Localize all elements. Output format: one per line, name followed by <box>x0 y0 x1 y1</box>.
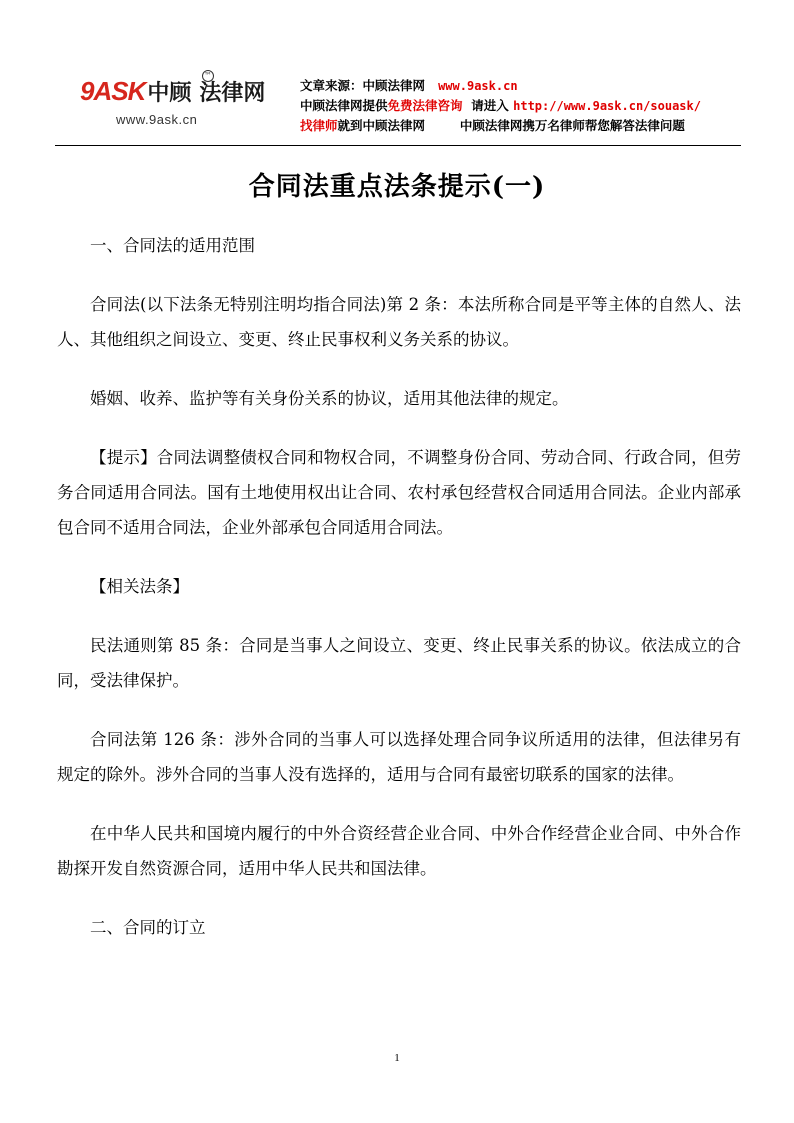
source-label: 文章来源：中顾法律网 <box>300 78 426 93</box>
free-consult-link[interactable]: 免费法律咨询 <box>387 98 463 113</box>
section-heading: 二、合同的订立 <box>90 918 206 937</box>
body-paragraph: 合同法第 126 条：涉外合同的当事人可以选择处理合同争议所适用的法律，但法律另有规定的除外。涉外合同的当事人没有选择的，适用与合同有最密切联系的国家的法律。 <box>57 730 741 784</box>
document-body <box>57 228 741 969</box>
header-line-consult <box>300 96 701 116</box>
logo-zhonggu: 中顾 <box>147 81 192 106</box>
souask-link[interactable]: http://www.9ask.cn/souask/ <box>513 99 701 113</box>
lawyer-slogan: 中顾法律网携万名律师帮您解答法律问题 <box>459 118 685 133</box>
logo-9ask: 9ASK <box>80 76 146 106</box>
site-logo[interactable] <box>80 71 280 136</box>
section-heading: 一、合同法的适用范围 <box>90 236 255 255</box>
header-divider <box>55 145 741 146</box>
logo-url: www.9ask.cn <box>116 112 198 127</box>
related-heading: 【相关法条】 <box>90 577 189 596</box>
body-paragraph: 在中华人民共和国境内履行的中外合资经营企业合同、中外合作经营企业合同、中外合作勘探开发自然资源合同，适用中华人民共和国法律。 <box>57 824 741 878</box>
body-paragraph: 婚姻、收养、监护等有关身份关系的协议，适用其他法律的规定。 <box>90 389 569 408</box>
page-header <box>62 66 742 136</box>
logo-falv: 法律网 <box>199 81 266 106</box>
find-lawyer-link[interactable]: 找律师 <box>300 118 338 133</box>
body-paragraph: 合同法(以下法条无特别注明均指合同法)第 2 条：本法所称合同是平等主体的自然人、法人、其他组织之间设立、变更、终止民事权利义务关系的协议。 <box>57 295 741 349</box>
source-link[interactable]: www.9ask.cn <box>438 79 518 93</box>
document-title: 合同法重点法条提示(一) <box>248 172 546 202</box>
body-paragraph: 民法通则第 85 条：合同是当事人之间设立、变更、终止民事关系的协议。依法成立的合同，受法律保护。 <box>57 636 741 690</box>
trademark-icon: ™ <box>204 71 212 80</box>
tip-paragraph: 【提示】合同法调整债权合同和物权合同，不调整身份合同、劳动合同、行政合同，但劳务合同适用合同法。国有土地使用权出让合同、农村承包经营权合同适用合同法。企业内部承包合同不适用合同法，企业外部承包合同适用合同法。 <box>57 448 741 537</box>
header-line-lawyer <box>300 116 701 135</box>
logo-wordmark <box>80 76 265 110</box>
consult-prefix: 中顾法律网提供 <box>300 98 388 113</box>
consult-mid: 请进入 <box>471 98 509 113</box>
page-number: 1 <box>394 1052 400 1064</box>
header-info <box>300 76 701 135</box>
lawyer-rest: 就到中顾法律网 <box>337 118 426 133</box>
header-line-source <box>300 76 701 96</box>
